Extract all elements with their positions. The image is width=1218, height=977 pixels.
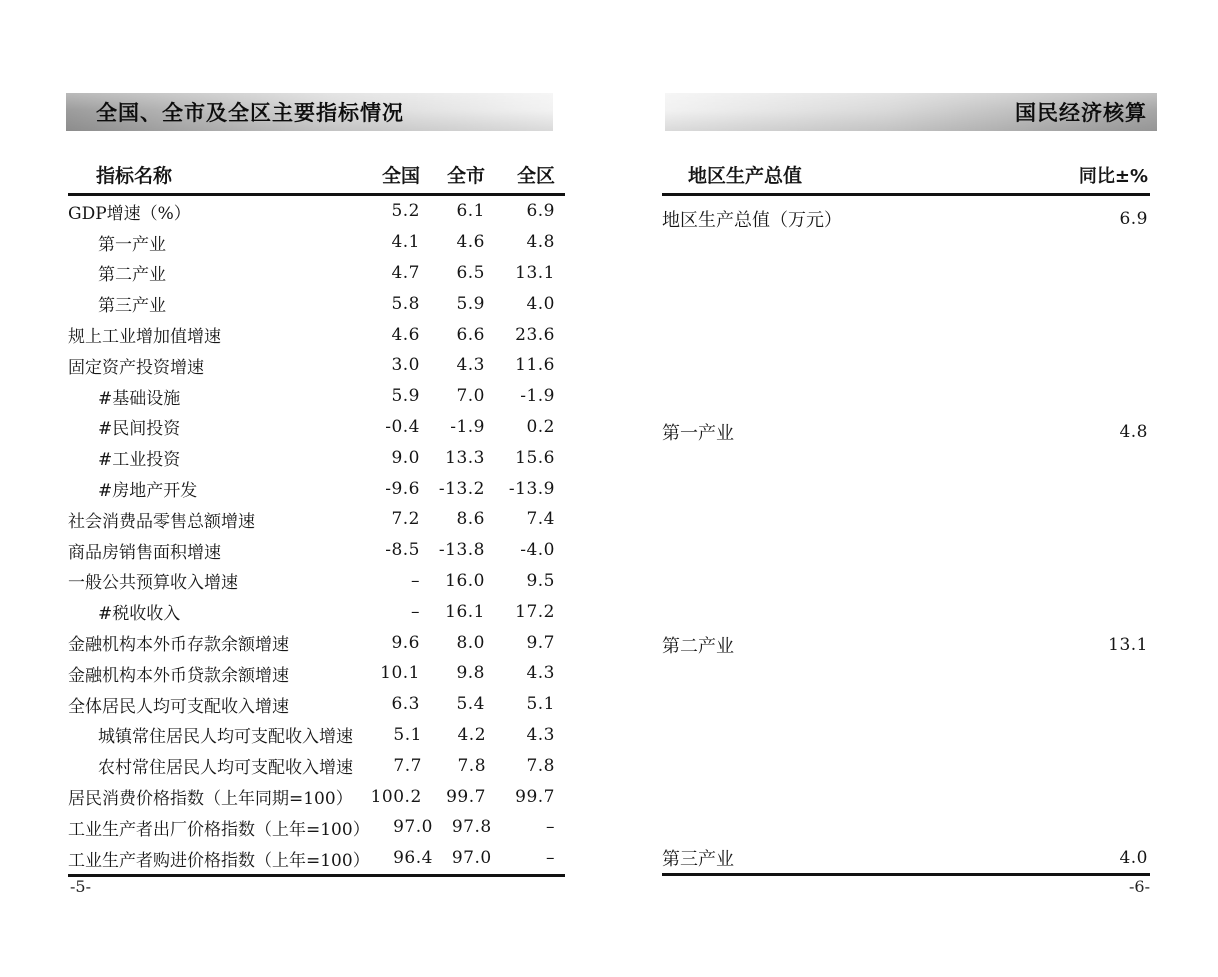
row-value: 4.0 [1119, 848, 1148, 868]
column-header-national: 全国 [381, 165, 420, 187]
left-page-header-bar [66, 93, 553, 131]
row-value: 9.0 [391, 447, 420, 468]
row-label: 金融机构本外币贷款余额增速 [68, 665, 289, 686]
row-value: 7.4 [526, 509, 555, 530]
row-value: 13.1 [1108, 635, 1148, 655]
left-indicator-table [68, 155, 565, 877]
right-table-body [662, 196, 1150, 876]
row-label: GDP增速（%） [68, 203, 191, 224]
row-value: 11.6 [515, 355, 555, 376]
row-value: 5.2 [391, 201, 420, 222]
row-value: 9.6 [391, 632, 420, 653]
row-value: 4.6 [456, 232, 485, 253]
row-value: 4.6 [391, 324, 420, 345]
right-page-title: 国民经济核算 [1015, 101, 1147, 125]
row-value: 7.7 [393, 755, 422, 776]
row-value: -13.8 [438, 540, 485, 561]
table-row [68, 596, 565, 627]
right-page-number: -6- [1129, 877, 1150, 896]
row-value: 4.8 [526, 232, 555, 253]
row-value: – [411, 570, 420, 591]
column-header-city: 全市 [446, 165, 485, 187]
table-row [68, 658, 565, 689]
row-label: 居民消费价格指数（上年同期=100） [68, 789, 353, 810]
table-row [68, 535, 565, 566]
row-label: #税收收入 [98, 604, 181, 625]
row-label: 城镇常住居民人均可支配收入增速 [98, 727, 353, 748]
row-value: 97.0 [451, 848, 492, 869]
row-value: 17.2 [515, 601, 555, 622]
row-value: 100.2 [370, 786, 422, 807]
row-value: 13.3 [445, 447, 485, 468]
table-row [662, 417, 1150, 447]
table-row [68, 812, 565, 843]
row-value: -13.9 [508, 478, 555, 499]
row-value: 5.8 [391, 293, 420, 314]
column-header-district: 全区 [516, 165, 555, 187]
row-label: 第三产业 [98, 296, 166, 317]
table-row [68, 350, 565, 381]
row-label: 农村常住居民人均可支配收入增速 [98, 758, 353, 779]
row-value: 7.8 [457, 755, 487, 776]
left-page-title: 全国、全市及全区主要指标情况 [96, 101, 404, 125]
row-value: 0.2 [526, 416, 555, 437]
row-label: 第二产业 [662, 636, 734, 657]
row-label: 第一产业 [98, 234, 166, 255]
row-value: – [545, 848, 555, 869]
row-value: 4.3 [526, 724, 555, 745]
row-label: 工业生产者出厂价格指数（上年=100） [68, 819, 370, 840]
row-label: #民间投资 [98, 419, 181, 440]
row-value: 4.2 [457, 724, 487, 745]
table-row [68, 720, 565, 751]
left-table-header-row [68, 155, 565, 196]
row-value: 8.6 [456, 509, 485, 530]
row-value: 7.8 [526, 755, 555, 776]
row-value: 4.3 [526, 663, 555, 684]
column-header-indicator-name: 指标名称 [96, 165, 173, 187]
table-row [68, 781, 565, 812]
row-value: 5.4 [456, 694, 485, 715]
row-value: 5.9 [391, 386, 420, 407]
table-row [68, 412, 565, 443]
table-row [68, 566, 565, 597]
row-value: 6.9 [1119, 209, 1148, 229]
left-table-body [68, 196, 565, 877]
right-gdp-table [662, 155, 1150, 876]
table-row [68, 473, 565, 504]
row-value: 6.3 [391, 694, 420, 715]
table-row [68, 442, 565, 473]
row-label: 第二产业 [98, 265, 166, 286]
table-row [662, 843, 1150, 873]
row-value: 15.6 [515, 447, 555, 468]
row-value: -1.9 [450, 416, 485, 437]
row-value: 4.7 [391, 262, 420, 283]
right-page-header-bar [665, 93, 1157, 131]
row-value: 97.8 [451, 817, 492, 838]
row-value: 8.0 [456, 632, 485, 653]
row-value: -1.9 [520, 386, 555, 407]
table-row [662, 630, 1150, 660]
row-value: 5.1 [393, 724, 422, 745]
row-value: 6.9 [526, 201, 555, 222]
row-value: 9.7 [526, 632, 555, 653]
row-label: #基础设施 [98, 388, 181, 409]
row-value: 9.8 [456, 663, 485, 684]
row-value: 16.1 [445, 601, 485, 622]
table-row [68, 258, 565, 289]
table-row [68, 504, 565, 535]
row-label: 全体居民人均可支配收入增速 [68, 696, 289, 717]
row-label: 规上工业增加值增速 [68, 327, 221, 348]
table-row [68, 196, 565, 227]
row-value: 6.6 [456, 324, 485, 345]
table-row [68, 843, 565, 874]
table-row [68, 627, 565, 658]
row-value: 4.8 [1119, 422, 1148, 442]
row-value: 99.7 [446, 786, 486, 807]
row-value: 4.0 [526, 293, 555, 314]
row-value: -8.5 [385, 540, 420, 561]
row-value: 5.9 [456, 293, 485, 314]
row-value: -4.0 [520, 540, 555, 561]
row-value: – [411, 601, 420, 622]
row-value: 96.4 [393, 848, 433, 869]
table-row [68, 689, 565, 720]
row-value: 7.0 [456, 386, 485, 407]
table-row [68, 227, 565, 258]
row-value: 23.6 [515, 324, 555, 345]
row-label: 第一产业 [662, 423, 734, 444]
row-label: 第三产业 [662, 849, 734, 870]
row-value: – [545, 817, 555, 838]
row-value: -13.2 [438, 478, 485, 499]
row-value: 6.1 [456, 201, 485, 222]
row-label: #房地产开发 [98, 481, 198, 502]
row-value: 9.5 [526, 570, 555, 591]
row-value: 4.3 [456, 355, 485, 376]
row-value: 99.7 [515, 786, 555, 807]
row-label: 金融机构本外币存款余额增速 [68, 635, 289, 656]
left-page-number: -5- [70, 877, 91, 896]
right-table-header-row [662, 155, 1150, 196]
table-row [68, 381, 565, 412]
row-value: 97.0 [393, 817, 433, 838]
row-label: 一般公共预算收入增速 [68, 573, 238, 594]
row-label: 固定资产投资增速 [68, 357, 204, 378]
row-label: 社会消费品零售总额增速 [68, 511, 255, 532]
row-label: 商品房销售面积增速 [68, 542, 221, 563]
table-row [662, 204, 1150, 234]
row-value: 5.1 [526, 694, 555, 715]
row-label: 地区生产总值（万元） [662, 210, 842, 231]
row-value: 3.0 [391, 355, 420, 376]
table-row [68, 288, 565, 319]
row-value: 6.5 [456, 262, 485, 283]
row-value: 13.1 [515, 262, 555, 283]
row-value: -0.4 [385, 416, 420, 437]
row-label: 工业生产者购进价格指数（上年=100） [68, 850, 370, 871]
row-value: 10.1 [380, 663, 420, 684]
table-row [68, 750, 565, 781]
row-value: -9.6 [385, 478, 420, 499]
column-header-yoy: 同比±% [1078, 166, 1148, 187]
column-header-grp: 地区生产总值 [688, 165, 803, 187]
table-row [68, 319, 565, 350]
row-value: 16.0 [445, 570, 485, 591]
row-value: 4.1 [391, 232, 420, 253]
row-value: 7.2 [391, 509, 420, 530]
row-label: #工业投资 [98, 450, 181, 471]
